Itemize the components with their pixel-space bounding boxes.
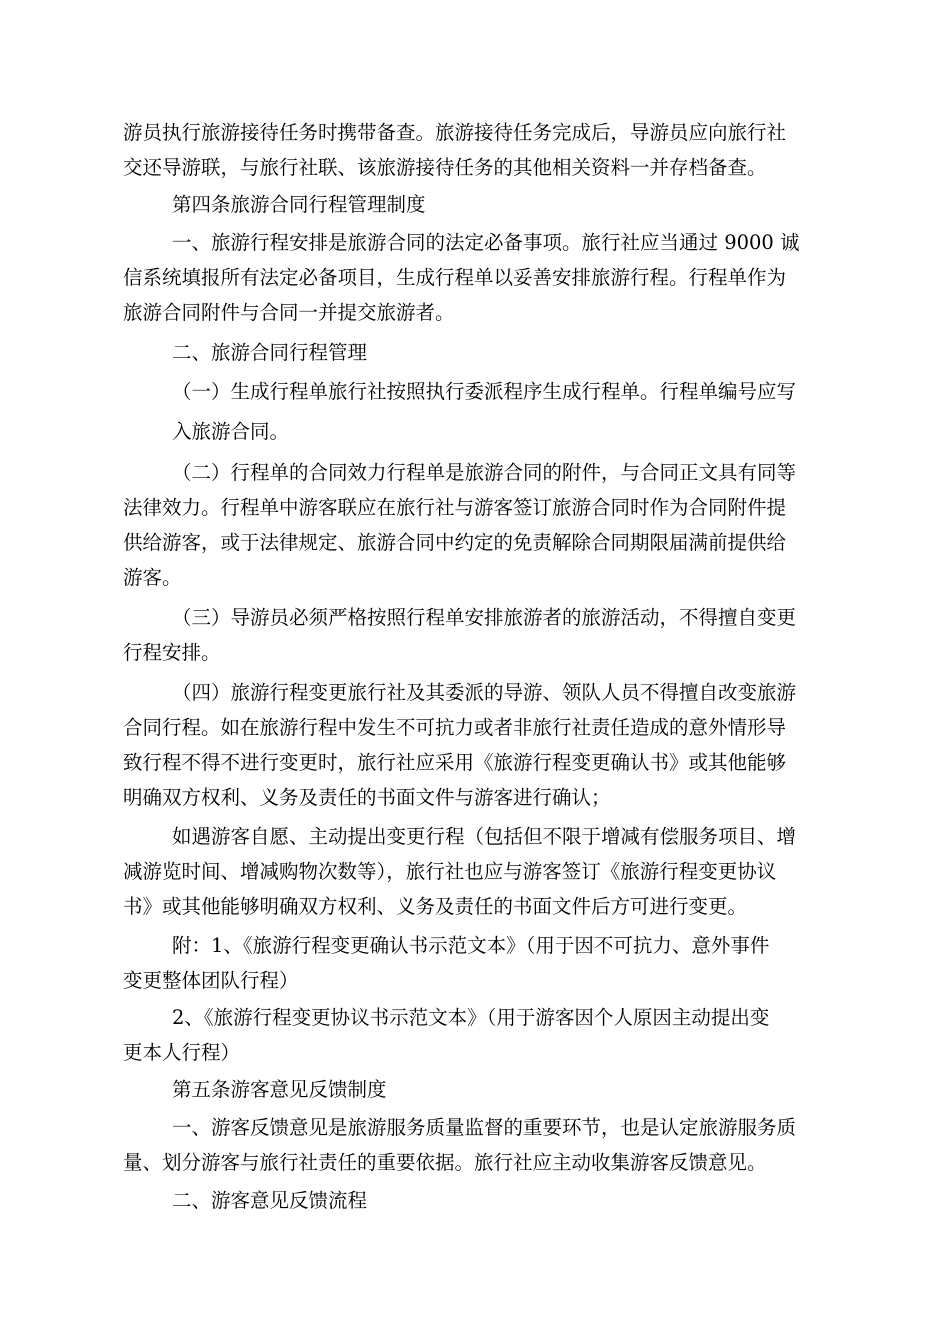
text-line: 信系统填报所有法定必备项目，生成行程单以妥善安排旅游行程。行程单作为 [123, 266, 787, 289]
text-line: 行程安排。 [123, 641, 221, 664]
text-line: （二）行程单的合同效力行程单是旅游合同的附件，与合同正文具有同等 [172, 461, 797, 484]
text-line: 交还导游联，与旅行社联、该旅游接待任务的其他相关资料一并存档备查。 [123, 156, 767, 179]
text-line: 二、旅游合同行程管理 [172, 341, 368, 364]
text-line: 游客。 [123, 566, 182, 589]
text-line: 2、《旅游行程变更协议书示范文本》（用于游客因个人原因主动提出变 [172, 1006, 770, 1029]
text-line: 供给游客，或于法律规定、旅游合同中约定的免责解除合同期限届满前提供给 [123, 531, 787, 554]
text-line: 入旅游合同。 [172, 420, 290, 443]
text-line: 第四条旅游合同行程管理制度 [172, 193, 426, 216]
text-line: 量、划分游客与旅行社责任的重要依据。旅行社应主动收集游客反馈意见。 [123, 1151, 767, 1174]
text-line: 书》或其他能够明确双方权利、义务及责任的书面文件后方可进行变更。 [123, 895, 748, 918]
text-line: 如遇游客自愿、主动提出变更行程（包括但不限于增减有偿服务项目、增 [172, 825, 797, 848]
text-line: 旅游合同附件与合同一并提交旅游者。 [123, 301, 455, 324]
text-line: 变更整体团队行程） [123, 969, 299, 992]
text-line: 减游览时间、增减购物次数等），旅行社也应与游客签订《旅游行程变更协议 [123, 860, 777, 883]
text-line: 法律效力。行程单中游客联应在旅行社与游客签订旅游合同时作为合同附件提 [123, 496, 787, 519]
text-line: 游员执行旅游接待任务时携带备查。旅游接待任务完成后，导游员应向旅行社 [123, 121, 787, 144]
text-line: 合同行程。如在旅游行程中发生不可抗力或者非旅行社责任造成的意外情形导 [123, 716, 787, 739]
text-line: 二、游客意见反馈流程 [172, 1189, 368, 1212]
text-line: 明确双方权利、义务及责任的书面文件与游客进行确认； [123, 786, 611, 809]
text-line: 更本人行程） [123, 1041, 241, 1064]
text-line: 一、旅游行程安排是旅游合同的法定必备事项。旅行社应当通过 9000 诚 [172, 231, 800, 254]
text-line: 致行程不得不进行变更时，旅行社应采用《旅游行程变更确认书》或其他能够 [123, 751, 787, 774]
text-line: （四）旅游行程变更旅行社及其委派的导游、领队人员不得擅自改变旅游 [172, 681, 797, 704]
text-line: 一、游客反馈意见是旅游服务质量监督的重要环节，也是认定旅游服务质 [172, 1116, 797, 1139]
text-line: （三）导游员必须严格按照行程单安排旅游者的旅游活动，不得擅自变更 [172, 606, 797, 629]
text-line: （一）生成行程单旅行社按照执行委派程序生成行程单。行程单编号应写 [172, 380, 797, 403]
text-line: 第五条游客意见反馈制度 [172, 1078, 387, 1101]
text-line: 附：1、《旅游行程变更确认书示范文本》（用于因不可抗力、意外事件 [172, 934, 770, 957]
